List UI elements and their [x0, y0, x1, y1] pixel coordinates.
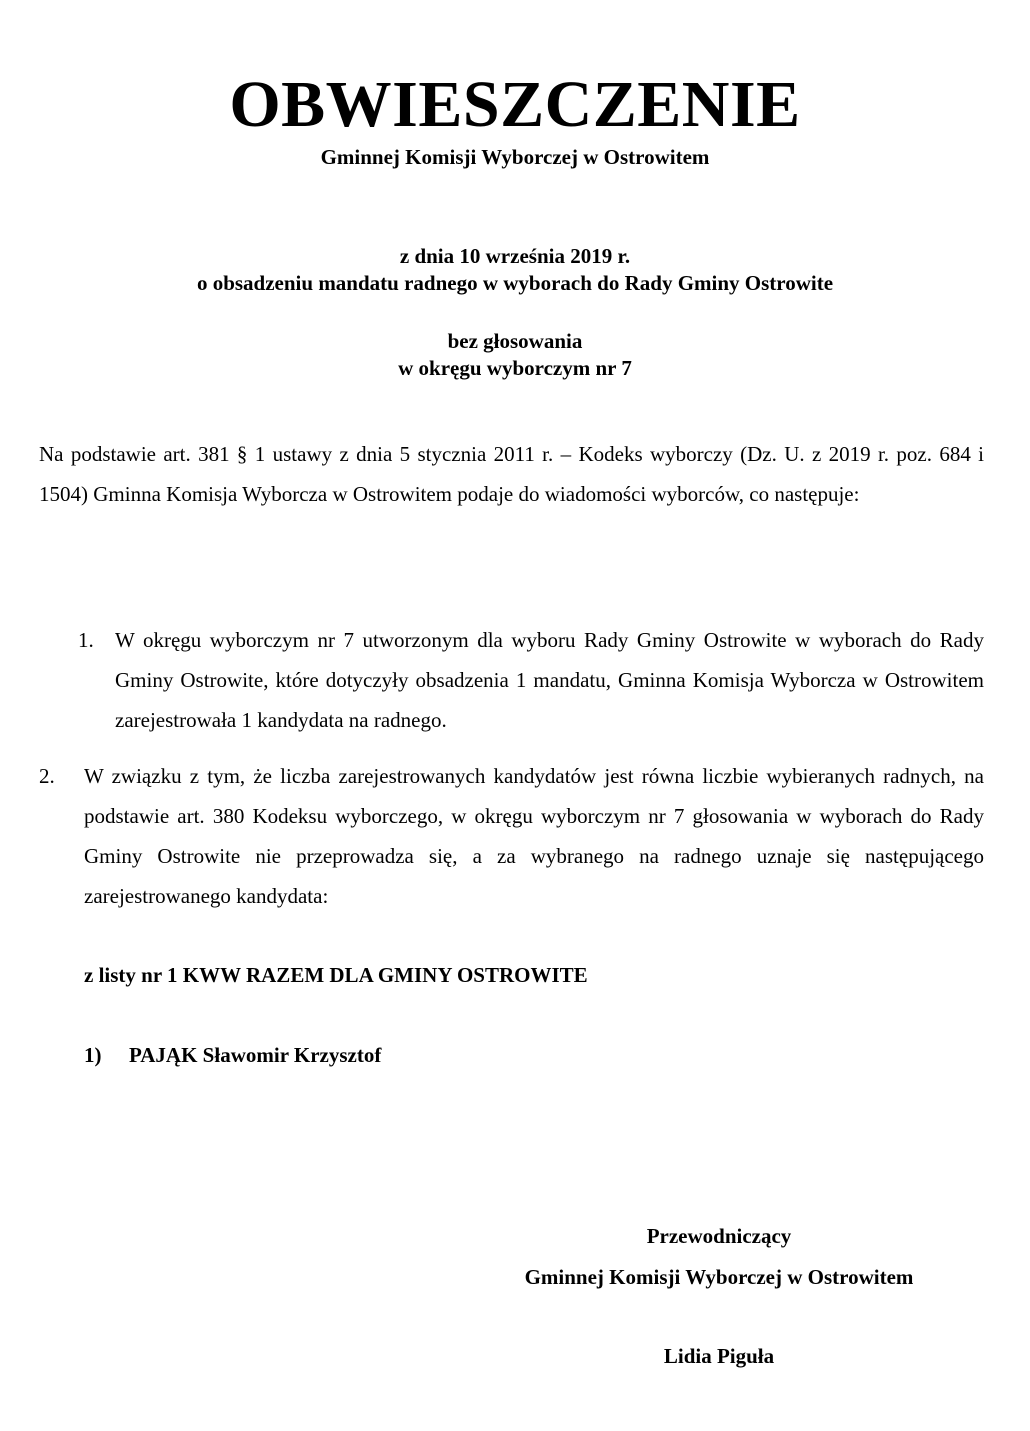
item-1-number: 1. [78, 628, 94, 652]
document-title: OBWIESZCZENIE [229, 68, 801, 141]
list-heading: z listy nr 1 KWW RAZEM DLA GMINY OSTROWITE [84, 963, 588, 987]
document-subject: o obsadzeniu mandatu radnego w wyborach do Rady Gminy Ostrowite [196, 271, 834, 295]
signature-name: Lidia Piguła [663, 1344, 775, 1368]
document-date: z dnia 10 września 2019 r. [399, 244, 631, 268]
item-1-text: W okręgu wyborczym nr 7 utworzonym dla wyboru Rady Gminy Ostrowite w wyborach do Rady Gminy Ostrowite, które dotyczyły obsadzenia 1 mandatu, Gminna Komisja Wyborcza w Ostrowitem zarejestrowała 1 kandydata na radnego. [115, 628, 984, 732]
intro-paragraph [39, 434, 984, 514]
signature-body: Gminnej Komisji Wyborczej w Ostrowitem [524, 1265, 914, 1289]
candidate-number: 1) [84, 1043, 102, 1067]
intro-text: Na podstawie art. 381 § 1 ustawy z dnia 5 stycznia 2011 r. – Kodeks wyborczy (Dz. U. z 2019 r. poz. 684 i 1504) Gminna Komisja Wyborcza w Ostrowitem podaje do wiadomości wyborców, co następuje: [39, 442, 984, 506]
signature-role: Przewodniczący [646, 1224, 792, 1248]
item-2-number: 2. [39, 764, 55, 788]
election-district: w okręgu wyborczym nr 7 [398, 356, 632, 380]
election-mode: bez głosowania [447, 329, 583, 353]
candidate-name: PAJĄK Sławomir Krzysztof [129, 1043, 382, 1067]
issuer-subtitle: Gminnej Komisji Wyborczej w Ostrowitem [320, 145, 710, 169]
item-2-text: W związku z tym, że liczba zarejestrowanych kandydatów jest równa liczbie wybieranych radnych, na podstawie art. 380 Kodeksu wyborczego, w okręgu wyborczym nr 7 głosowania w wyborach do Rady Gminy Ostrowite nie przeprowadza się, a za wybranego na radnego uznaje się następującego zarejestrowanego kandydata: [84, 764, 984, 908]
